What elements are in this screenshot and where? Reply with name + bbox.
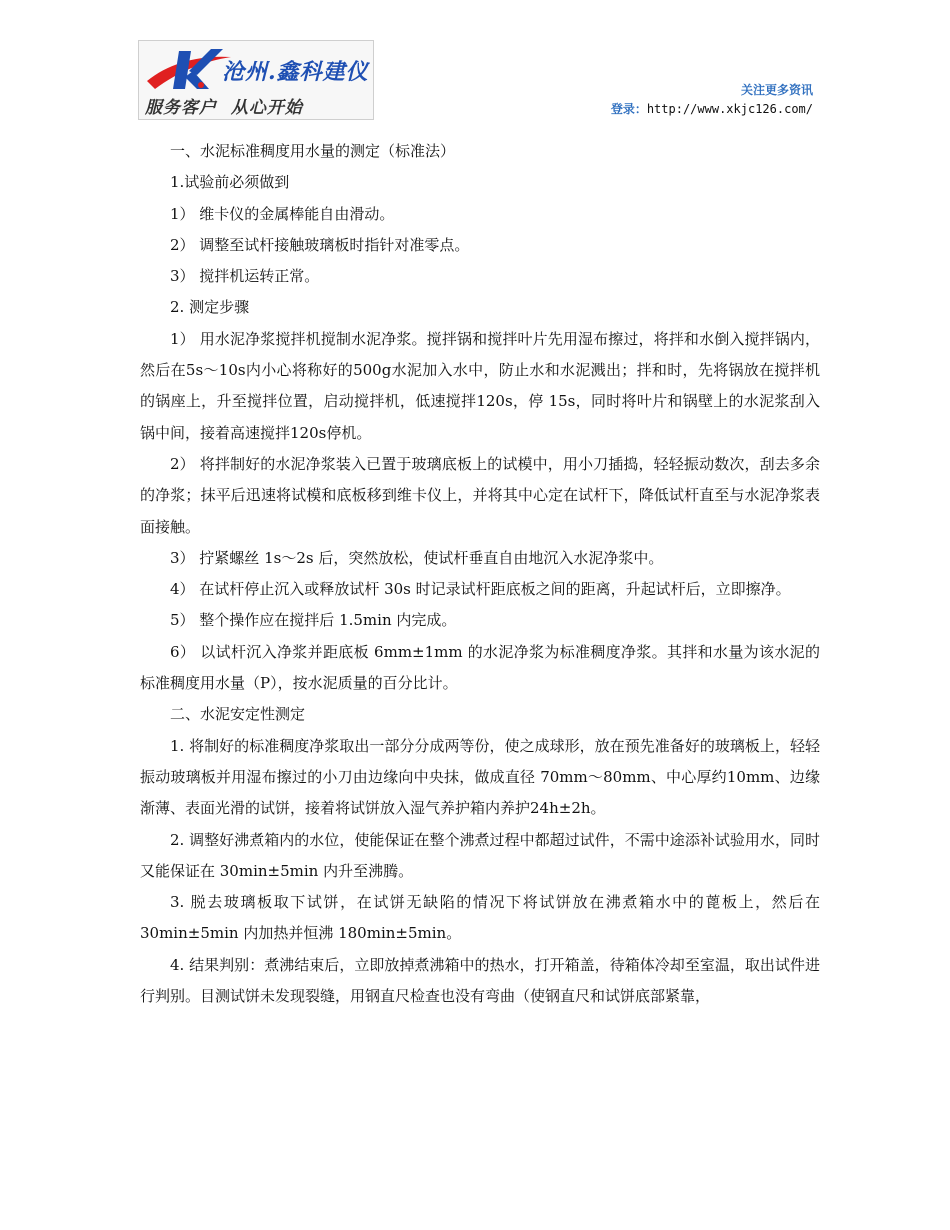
list-item: 2） 调整至试杆接触玻璃板时指针对准零点。 <box>170 235 470 254</box>
section-heading: 二、水泥安定性测定 <box>170 705 306 724</box>
list-item: 3） 搅拌机运转正常。 <box>170 267 320 286</box>
document-body <box>140 136 820 1012</box>
page-header <box>138 40 813 120</box>
section-heading: 一、水泥标准稠度用水量的测定（标准法） <box>170 142 456 160</box>
list-item: 1） 维卡仪的金属棒能自由滑动。 <box>170 204 395 223</box>
logo-company-name: 沧州.鑫科建仪 <box>222 59 369 85</box>
list-item: 1） 用水泥净浆搅拌机搅制水泥净浆。搅拌锅和搅拌叶片先用湿布擦过，将拌和水倒入搅拌锅内，然后在5s～10s内小心将称好的500g水泥加入水中，防止水和水泥溅出；拌和时，先将锅放在搅拌机的锅座上，升至搅拌位置，启动搅拌机，低速搅拌120s，停 15s，同时将叶片和锅壁上的水泥浆刮入锅中间，接着高速搅拌120s停机。 <box>140 329 820 442</box>
login-label: 登录： <box>610 102 647 116</box>
login-line <box>611 100 813 119</box>
login-url-link[interactable]: http://www.xkjc126.com/ <box>646 102 813 116</box>
list-item: 1. 将制好的标准稠度净浆取出一部分分成两等份，使之成球形，放在预先准备好的玻璃板上，轻轻振动玻璃板并用湿布擦过的小刀由边缘向中央抹，做成直径 70mm～80mm、中心厚约10mm、边缘渐薄、表面光滑的试饼，接着将试饼放入湿气养护箱内养护24h±2h。 <box>140 736 820 818</box>
logo-slogan: 服务客户 从心开始 <box>145 98 303 118</box>
list-item: 3. 脱去玻璃板取下试饼，在试饼无缺陷的情况下将试饼放在沸煮箱水中的蓖板上，然后在 30min±5min 内加热并恒沸 180min±5min。 <box>140 893 820 943</box>
list-item: 2. 调整好沸煮箱内的水位，使能保证在整个沸煮过程中都超过试件，不需中途添补试验用水，同时又能保证在 30min±5min 内升至沸腾。 <box>140 830 820 880</box>
list-item: 6） 以试杆沉入净浆并距底板 6mm±1mm 的水泥净浆为标准稠度净浆。其拌和水量为该水泥的标准稠度用水量（P），按水泥质量的百分比计。 <box>140 642 820 693</box>
list-item: 4） 在试杆停止沉入或释放试杆 30s 时记录试杆距底板之间的距离，升起试杆后，立即擦净。 <box>170 580 791 599</box>
subsection-heading: 1.试验前必须做到 <box>170 173 290 192</box>
subsection-heading: 2. 测定步骤 <box>170 298 250 317</box>
list-item: 2） 将拌制好的水泥净浆装入已置于玻璃底板上的试模中，用小刀插捣，轻轻振动数次，刮去多余的净浆；抹平后迅速将试模和底板移到维卡仪上，并将其中心定在试杆下，降低试杆直至与水泥净浆表面接触。 <box>140 454 820 536</box>
company-logo <box>138 40 374 120</box>
list-item: 4. 结果判别：煮沸结束后，立即放掉煮沸箱中的热水，打开箱盖，待箱体冷却至室温，取出试件进行判别。目测试饼未发现裂缝，用钢直尺检查也没有弯曲（使钢直尺和试饼底部紧靠， <box>140 955 820 1006</box>
follow-more-link[interactable]: 关注更多资讯 <box>740 83 813 97</box>
list-item: 3） 拧紧螺丝 1s～2s 后，突然放松，使试杆垂直自由地沉入水泥净浆中。 <box>170 548 664 567</box>
list-item: 5） 整个操作应在搅拌后 1.5min 内完成。 <box>170 611 457 630</box>
header-links <box>611 81 813 119</box>
